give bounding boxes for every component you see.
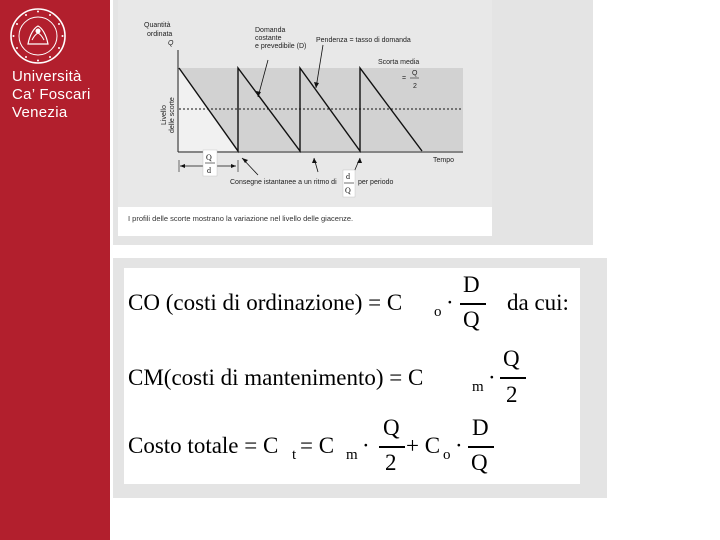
ct-subscript-t: t bbox=[292, 447, 297, 463]
cm-dot: · bbox=[488, 365, 496, 390]
co-tail: da cui: bbox=[507, 290, 569, 315]
avg-den: 2 bbox=[413, 83, 417, 90]
ct-numerator-2: D bbox=[472, 415, 489, 440]
co-subscript: o bbox=[434, 304, 442, 320]
ct-equals: = C bbox=[300, 433, 335, 458]
ct-fraction-bar-2 bbox=[468, 446, 494, 448]
avg-eq: = bbox=[402, 75, 407, 82]
brand-line-3: Venezia bbox=[12, 104, 68, 121]
avg-num: Q bbox=[412, 70, 418, 77]
delivery-label: Consegne istantanee a un ritmo di bbox=[230, 179, 337, 186]
brand-line-1: Università bbox=[12, 68, 82, 85]
cm-subscript: m bbox=[472, 379, 484, 395]
co-denominator: Q bbox=[463, 307, 480, 332]
y-axis-label-1: Livello bbox=[161, 105, 168, 125]
y-title-3: Q bbox=[168, 40, 174, 47]
ct-subscript-m: m bbox=[346, 447, 358, 463]
brand-line-2: Ca’ Foscari bbox=[12, 86, 91, 103]
co-fraction-bar bbox=[460, 303, 486, 305]
ct-numerator-1: Q bbox=[383, 415, 400, 440]
ct-dot-2: · bbox=[455, 433, 463, 458]
brand-sidebar bbox=[0, 0, 110, 540]
avg-label: Scorta media bbox=[378, 59, 420, 66]
demand-label-3: e prevedibile (D) bbox=[255, 43, 307, 50]
ct-denominator-2: Q bbox=[471, 450, 488, 475]
y-title-2: ordinata bbox=[147, 31, 173, 38]
university-seal-logo bbox=[8, 6, 68, 66]
dq-den: Q bbox=[345, 186, 351, 195]
cm-numerator: Q bbox=[503, 346, 520, 371]
demand-label-1: Domanda bbox=[255, 27, 286, 34]
qd-num: Q bbox=[206, 153, 212, 162]
dq-num: d bbox=[346, 172, 350, 181]
y-title-1: Quantità bbox=[144, 22, 171, 29]
x-axis-label: Tempo bbox=[433, 157, 455, 164]
ct-plus: + C bbox=[406, 433, 441, 458]
cm-formula-label: CM(costi di mantenimento) = C bbox=[128, 365, 424, 390]
co-numerator: D bbox=[463, 272, 480, 297]
figure-caption-strip bbox=[118, 207, 492, 236]
figure-caption: I profili delle scorte mostrano la variazione nel livello delle giacenze. bbox=[128, 214, 354, 223]
ct-denominator-1: 2 bbox=[385, 450, 397, 475]
inventory-diagram bbox=[118, 0, 492, 207]
ct-fraction-bar-1 bbox=[379, 446, 405, 448]
demand-label-2: costante bbox=[255, 35, 282, 42]
co-dot: · bbox=[446, 290, 454, 315]
cm-fraction-bar bbox=[500, 377, 526, 379]
ct-subscript-o: o bbox=[443, 447, 451, 463]
ct-formula-label: Costo totale = C bbox=[128, 433, 279, 458]
ct-dot-1: · bbox=[362, 433, 370, 458]
slope-label: Pendenza = tasso di domanda bbox=[316, 37, 411, 44]
co-formula-label: CO (costi di ordinazione) = C bbox=[128, 290, 403, 315]
per-period-label: per periodo bbox=[358, 179, 394, 186]
cm-denominator: 2 bbox=[506, 382, 518, 407]
qd-den: d bbox=[207, 166, 211, 175]
y-axis-label-2: delle scorte bbox=[169, 97, 176, 133]
